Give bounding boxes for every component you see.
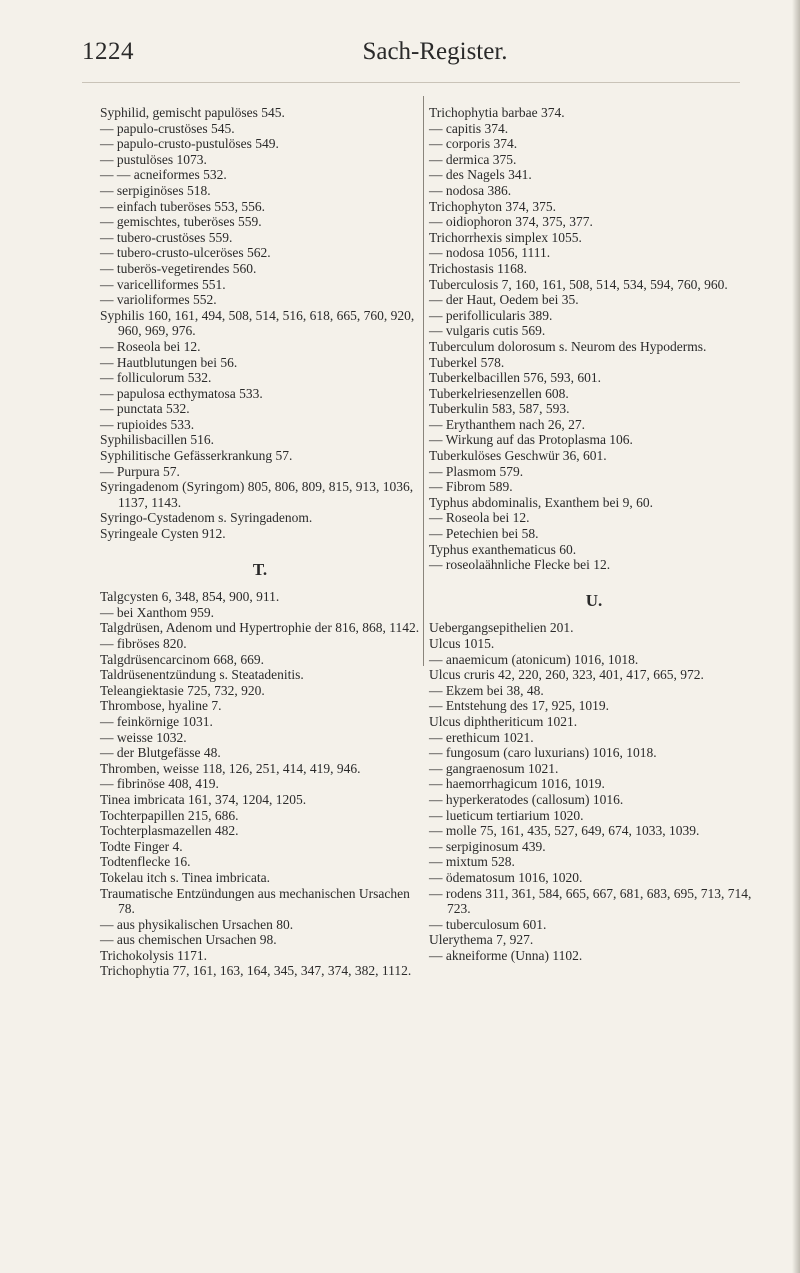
index-entry: — der Blutgefässe 48. (100, 745, 221, 761)
index-entry: — des Nagels 341. (429, 167, 532, 183)
index-entry: Tuberkulöses Geschwür 36, 601. (429, 448, 607, 464)
index-entry: — fibröses 820. (100, 636, 187, 651)
index-entry: — Petechien bei 58. (429, 526, 539, 542)
index-entry: Todtenflecke 16. (100, 854, 191, 870)
index-entry: Tokelau itch s. Tinea imbricata. (100, 869, 271, 885)
index-entry: — roseolaähnliche Flecke bei 12. (429, 557, 611, 573)
index-entry: — einfach tuberöses 553, 556. (100, 198, 265, 214)
index-entry: Typhus abdominalis, Exanthem bei 9, 60. (429, 494, 654, 510)
index-entry: — papulosa ecthymatosa 533. (100, 385, 263, 401)
index-entry: — Ekzem bei 38, 48. (429, 682, 544, 698)
index-entry: — tubero-crusto-ulceröses 562. (100, 245, 271, 261)
index-entry: — oidiophoron 374, 375, 377. (429, 214, 593, 230)
index-entry: — Plasmom 579. (429, 463, 524, 479)
index-entry: Ulcus diphtheriticum 1021. (429, 713, 578, 729)
index-entry: Tuberculosis 7, 160, 161, 508, 514, 534, 594, 760, 960. (429, 276, 728, 292)
index-entry: Tuberkelriesenzellen 608. (429, 385, 569, 401)
index-entry: — Hautblutungen bei 56. (100, 354, 238, 370)
index-entry: — molle 75, 161, 435, 527, 649, 674, 1033, 1039. (429, 823, 700, 839)
index-entry: Trichostasis 1168. (429, 260, 528, 276)
index-entry: Typhus exanthematicus 60. (429, 541, 577, 557)
index-entry: Ulcus cruris 42, 220, 260, 323, 401, 417, 665, 972. (429, 667, 704, 683)
index-entry: Tochterplasmazellen 482. (100, 823, 239, 839)
index-entry: — punctata 532. (100, 401, 190, 417)
index-entry: Syphilid, gemischt papulöses 545. (100, 105, 285, 120)
index-entry: Todte Finger 4. (100, 838, 183, 854)
index-entry: — varicelliformes 551. (100, 276, 226, 292)
index-entry: — corporis 374. (429, 136, 518, 152)
index-entry: Ulerythema 7, 927. (429, 932, 534, 948)
index-entry: — varioliformes 552. (100, 292, 217, 308)
index-entry: Syphilisbacillen 516. (100, 432, 214, 448)
index-entry: — gangraenosum 1021. (429, 760, 559, 776)
index-entry: — anaemicum (atonicum) 1016, 1018. (429, 651, 639, 667)
index-entry: — Roseola bei 12. (100, 338, 201, 354)
index-entry: Trichokolysis 1171. (100, 947, 208, 963)
index-entry: Syphilis 160, 161, 494, 508, 514, 516, 618, 665, 760, 920, 960, 969, 976. (100, 307, 415, 339)
index-entry: — Entstehung des 17, 925, 1019. (429, 698, 609, 714)
index-entry: — papulo-crustöses 545. (100, 120, 235, 136)
index-entry: — fungosum (caro luxurians) 1016, 1018. (429, 745, 657, 761)
index-entry: — papulo-crusto-pustulöses 549. (100, 136, 279, 152)
index-entry: — tuberös-vegetirendes 560. (100, 260, 257, 276)
index-entry: Tuberkulin 583, 587, 593. (429, 401, 570, 417)
index-entry: Syringo-Cystadenom s. Syringadenom. (100, 510, 313, 526)
index-entry: — nodosa 1056, 1111. (429, 245, 551, 261)
index-entry: — hyperkeratodes (callosum) 1016. (429, 791, 624, 807)
index-entry: — pustulöses 1073. (100, 151, 207, 167)
index-entry: Tuberculum dolorosum s. Neurom des Hypoderms. (429, 338, 707, 354)
index-entry: — tubero-crustöses 559. (100, 229, 233, 245)
index-entry: — mixtum 528. (429, 854, 515, 870)
index-entry: Trichophytia barbae 374. (429, 105, 565, 120)
index-entry: — rupioides 533. (100, 416, 195, 432)
index-entry: — erethicum 1021. (429, 729, 534, 745)
index-entry: — serpiginöses 518. (100, 182, 211, 198)
index-entry: Taldrüsenentzündung s. Steatadenitis. (100, 667, 304, 683)
page-edge-stain (792, 0, 800, 1273)
index-entry: — aus physikalischen Ursachen 80. (100, 916, 294, 932)
index-entry: — ödematosum 1016, 1020. (429, 869, 583, 885)
index-entry: — fibrinöse 408, 419. (100, 776, 219, 792)
index-entry: — Erythanthem nach 26, 27. (429, 416, 585, 432)
index-entry: — gemischtes, tuberöses 559. (100, 214, 262, 230)
index-entry: — lueticum tertiarium 1020. (429, 807, 584, 823)
page-title: Sach-Register. (362, 38, 508, 65)
index-entry: Trichorrhexis simplex 1055. (429, 229, 582, 245)
index-entry: Thrombose, hyaline 7. (100, 698, 222, 714)
index-entry: Talgdrüsen, Adenom und Hypertrophie der 816, 868, 1142. (100, 620, 420, 636)
index-entry: — capitis 374. (429, 120, 509, 136)
index-entry: — perifollicularis 389. (429, 307, 553, 323)
index-entry: — haemorrhagicum 1016, 1019. (429, 776, 605, 792)
index-entry: Tochterpapillen 215, 686. (100, 807, 239, 823)
index-entry: — tuberculosum 601. (429, 916, 547, 932)
index-entry: Teleangiektasie 725, 732, 920. (100, 682, 265, 698)
index-entry: — bei Xanthom 959. (100, 604, 214, 620)
index-entry: Trichophytia 77, 161, 163, 164, 345, 347, 374, 382, 1112. (100, 963, 412, 979)
index-entry: Syringeale Cysten 912. (100, 526, 226, 542)
index-entry: — akneiforme (Unna) 1102. (429, 947, 583, 963)
index-entry: — der Haut, Oedem bei 35. (429, 292, 579, 308)
index-entry: Traumatische Entzündungen aus mechanischen Ursachen 78. (100, 885, 410, 917)
index-column-right (429, 105, 759, 963)
index-entry: Syringadenom (Syringom) 805, 806, 809, 815, 913, 1036, 1137, 1143. (100, 479, 414, 510)
index-entry: Tuberkel 578. (429, 354, 505, 370)
index-entry: Talgcysten 6, 348, 854, 900, 911. (100, 589, 280, 605)
index-entry: — Purpura 57. (100, 463, 180, 479)
index-entry: — vulgaris cutis 569. (429, 323, 546, 339)
index-entry: — feinkörnige 1031. (100, 713, 213, 729)
section-letter: T. (252, 559, 268, 579)
index-entry: Thromben, weisse 118, 126, 251, 414, 419, 946. (100, 760, 361, 776)
index-entry: — aus chemischen Ursachen 98. (100, 932, 277, 948)
index-entry: — weisse 1032. (100, 729, 187, 745)
index-entry: Tuberkelbacillen 576, 593, 601. (429, 370, 601, 386)
column-divider (423, 96, 424, 666)
index-entry: Talgdrüsencarcinom 668, 669. (100, 651, 265, 667)
index-entry: — folliculorum 532. (100, 370, 212, 386)
index-entry: — Fibrom 589. (429, 479, 513, 495)
page-number: 1224 (82, 38, 134, 65)
index-entry: — dermica 375. (429, 151, 517, 167)
index-entry: — Roseola bei 12. (429, 510, 530, 526)
index-entry: — serpiginosum 439. (429, 838, 546, 854)
index-entry: — Wirkung auf das Protoplasma 106. (429, 432, 633, 448)
index-entry: Ulcus 1015. (429, 636, 495, 651)
index-entry: — nodosa 386. (429, 182, 512, 198)
index-entry: Trichophyton 374, 375. (429, 198, 557, 214)
index-entry: — — acneiformes 532. (100, 167, 227, 183)
index-entry: Uebergangsepithelien 201. (429, 620, 574, 636)
index-entry: Tinea imbricata 161, 374, 1204, 1205. (100, 791, 307, 807)
index-entry: — rodens 311, 361, 584, 665, 667, 681, 683, 695, 713, 714, 723. (429, 885, 752, 917)
header-rule (82, 82, 740, 83)
index-entry: Syphilitische Gefässerkrankung 57. (100, 448, 293, 464)
section-letter: U. (585, 590, 603, 610)
index-column-left (100, 105, 420, 979)
